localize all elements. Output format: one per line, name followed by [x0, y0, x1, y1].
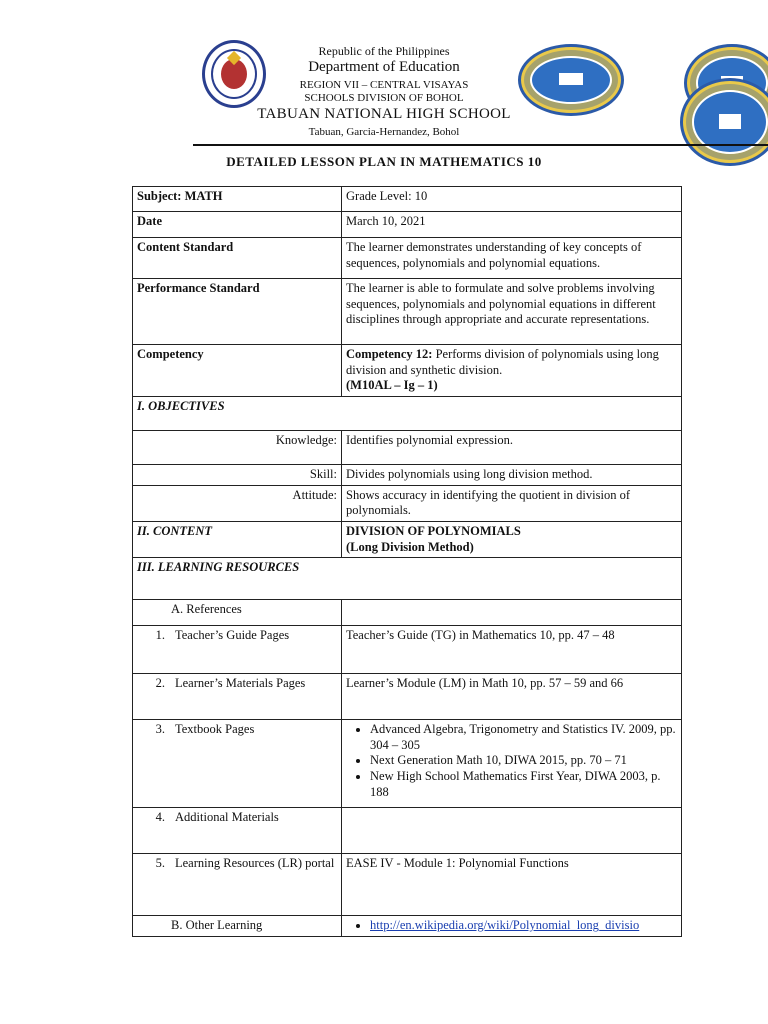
ref-label: Teacher’s Guide Pages [175, 628, 290, 643]
ref-item-learners-materials [133, 674, 342, 720]
competency-lead: Competency 12: [346, 347, 433, 361]
lesson-plan-table [132, 186, 682, 937]
table-row [133, 558, 682, 600]
ref-value-teachers-guide: Teacher’s Guide (TG) in Mathematics 10, pp. 47 – 48 [342, 626, 682, 674]
table-row [133, 187, 682, 212]
references-value [342, 600, 682, 626]
school-name: TABUAN NATIONAL HIGH SCHOOL [257, 106, 511, 122]
subject-label: Subject: MATH [133, 187, 342, 212]
resources-heading: III. LEARNING RESOURCES [133, 558, 682, 600]
ref-label: Additional Materials [175, 810, 279, 825]
ref-item-teachers-guide [133, 626, 342, 674]
ref-item-textbook [133, 720, 342, 808]
competency-label: Competency [133, 345, 342, 397]
ref-label: Learning Resources (LR) portal [175, 856, 335, 871]
ref-number: 3. [155, 722, 165, 737]
table-row [133, 808, 682, 854]
wikipedia-link[interactable]: • http://en.wikipedia.org/wiki/Polynomial_long_divisio [370, 918, 640, 933]
table-row [133, 279, 682, 345]
header-divider [193, 144, 768, 146]
table-row [133, 916, 682, 937]
table-row [133, 345, 682, 397]
republic-text: Republic of the Philippines [318, 44, 450, 58]
content-heading: II. CONTENT [133, 521, 342, 557]
skill-label: Skill: [133, 465, 342, 486]
ref-value-textbook [342, 720, 682, 808]
date-value: March 10, 2021 [342, 212, 682, 238]
ref-label: Learner’s Materials Pages [175, 676, 306, 691]
content-standard-label: Content Standard [133, 238, 342, 279]
department-title: Department of Education [308, 59, 460, 75]
table-row [133, 521, 682, 557]
ref-number: 4. [155, 810, 165, 825]
division-text: SCHOOLS DIVISION OF BOHOL [304, 92, 464, 104]
ref-value-additional [342, 808, 682, 854]
table-row [133, 465, 682, 486]
performance-standard-label: Performance Standard [133, 279, 342, 345]
references-label: A. References [133, 600, 342, 626]
list-item: • Next Generation Math 10, DIWA 2015, pp. 70 – 71 [370, 753, 677, 769]
competency-text: Performs division of polynomials using long division and synthetic division. [346, 347, 659, 377]
content-method: (Long Division Method) [346, 539, 474, 554]
table-row [133, 485, 682, 521]
competency-code: (M10AL – Ig – 1) [346, 378, 438, 393]
list-item: • Advanced Algebra, Trigonometry and Statistics IV. 2009, pp. 304 – 305 [370, 722, 677, 753]
other-learning-value [342, 916, 682, 937]
grade-level: Grade Level: 10 [342, 187, 682, 212]
table-row [133, 626, 682, 674]
competency-value [342, 345, 682, 397]
other-learning-label: B. Other Learning [133, 916, 342, 937]
table-row [133, 720, 682, 808]
list-item: • New High School Mathematics First Year, DIWA 2003, p. 188 [370, 769, 677, 800]
date-label: Date [133, 212, 342, 238]
school-address: Tabuan, Garcia-Hernandez, Bohol [308, 126, 460, 138]
content-topic: DIVISION OF POLYNOMIALS [346, 523, 521, 538]
table-row [133, 397, 682, 431]
ref-number: 2. [155, 676, 165, 691]
content-standard-value: The learner demonstrates understanding of key concepts of sequences, polynomials and polynomial equations. [342, 238, 682, 279]
content-value [342, 521, 682, 557]
table-row [133, 238, 682, 279]
ref-number: 1. [155, 628, 165, 643]
ref-value-lr-portal: EASE IV - Module 1: Polynomial Functions [342, 854, 682, 916]
table-row [133, 212, 682, 238]
region-text: REGION VII – CENTRAL VISAYAS [299, 79, 469, 91]
knowledge-label: Knowledge: [133, 431, 342, 465]
table-row [133, 431, 682, 465]
attitude-label: Attitude: [133, 485, 342, 521]
knowledge-value: Identifies polynomial expression. [342, 431, 682, 465]
objectives-heading: I. OBJECTIVES [133, 397, 682, 431]
ref-number: 5. [155, 856, 165, 871]
attitude-value: Shows accuracy in identifying the quotient in division of polynomials. [342, 485, 682, 521]
ref-item-additional [133, 808, 342, 854]
table-row [133, 854, 682, 916]
ref-label: Textbook Pages [175, 722, 255, 737]
skill-value: Divides polynomials using long division method. [342, 465, 682, 486]
ref-value-learners-materials: Learner’s Module (LM) in Math 10, pp. 57 – 59 and 66 [342, 674, 682, 720]
document-title: DETAILED LESSON PLAN IN MATHEMATICS 10 [226, 154, 542, 169]
table-row [133, 674, 682, 720]
performance-standard-value: The learner is able to formulate and solve problems involving sequences, polynomials and polynomial equations in different disciplines through appropriate and accurate representations. [342, 279, 682, 345]
table-row [133, 600, 682, 626]
ref-item-lr-portal [133, 854, 342, 916]
